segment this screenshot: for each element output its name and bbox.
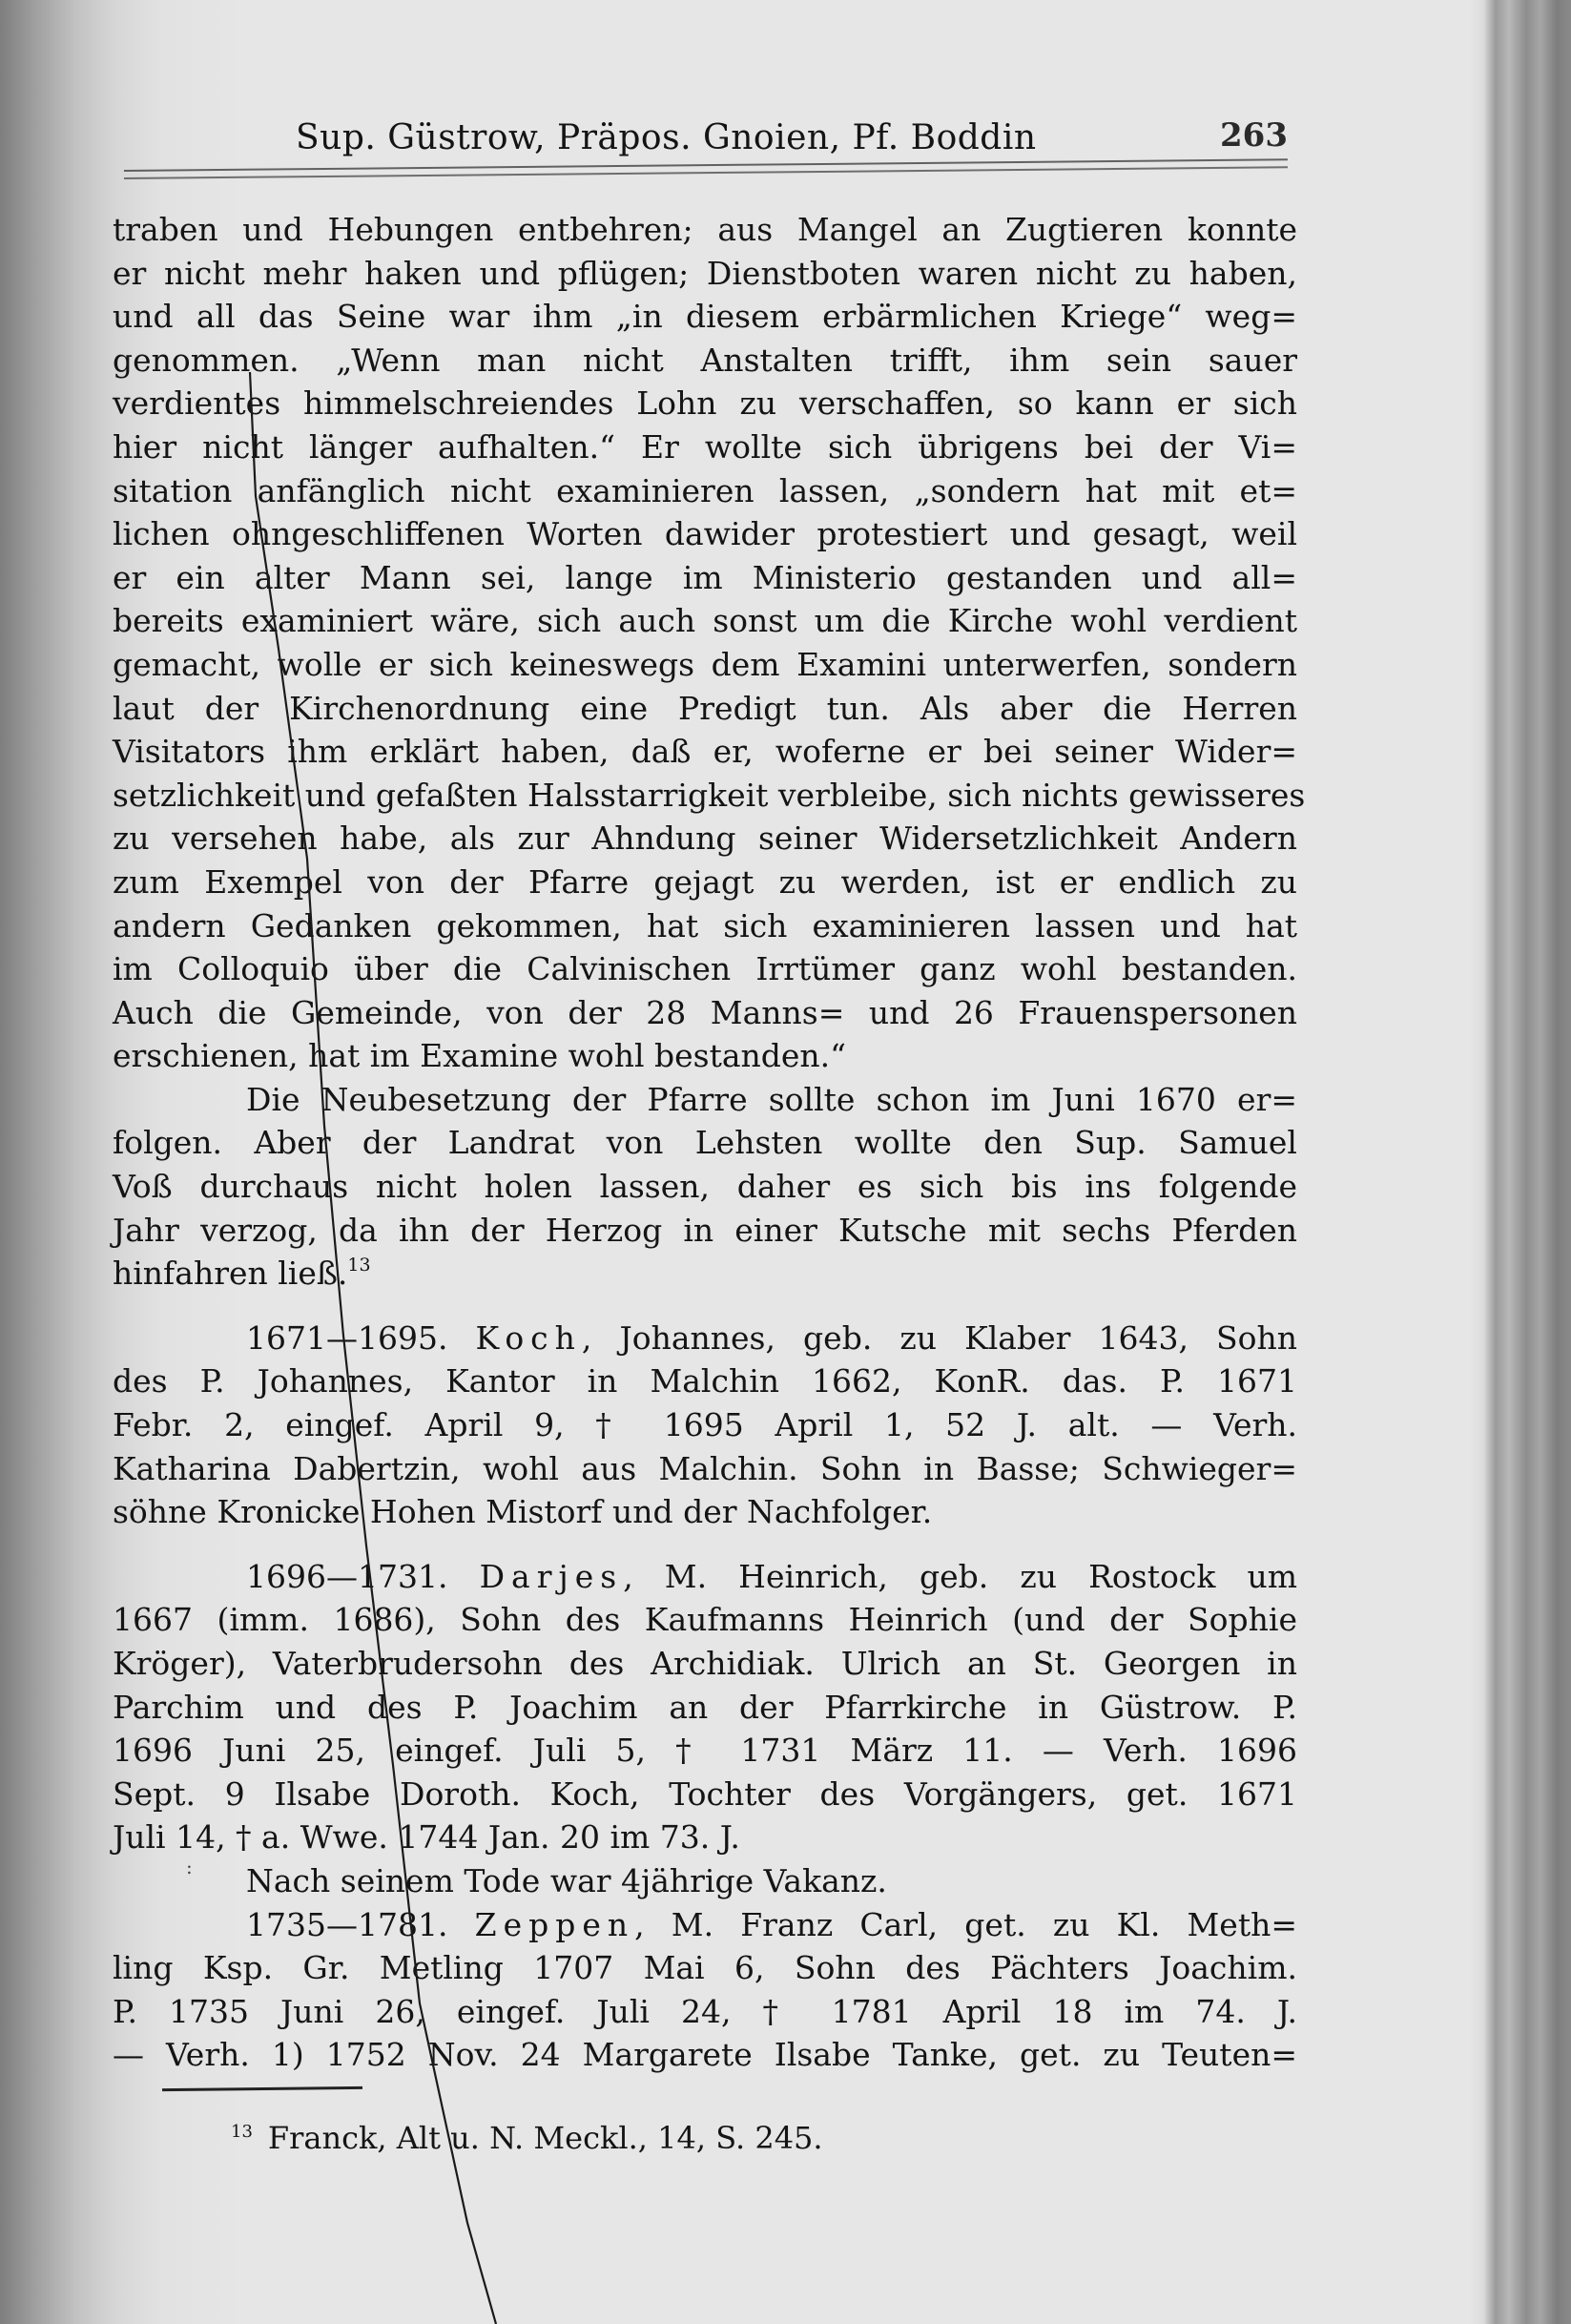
text-line: — Verh. 1) 1752 Nov. 24 Margarete Ilsabe Tanke, get. zu Teuten= — [113, 2036, 1297, 2074]
margin-mark: : — [186, 1856, 193, 1878]
text-line: lichen ohngeschliffenen Worten dawider protestiert und gesagt, weil — [113, 515, 1297, 553]
text-line: Parchim und des P. Joachim an der Pfarrkirche in Güstrow. P. — [113, 1688, 1297, 1726]
text-line: er ein alter Mann sei, lange im Ministerio gestanden und all= — [113, 558, 1297, 596]
text-line: Sept. 9 Ilsabe Doroth. Koch, Tochter des Vorgängers, get. 1671 — [113, 1774, 1297, 1813]
footnote — [231, 2120, 823, 2156]
running-header — [124, 113, 1288, 170]
text-line: 1696 Juni 25, eingef. Juli 5, † 1731 März 11. — Verh. 1696 — [113, 1732, 1297, 1770]
entry-details: , M. Heinrich, geb. zu Rostock um — [623, 1557, 1297, 1595]
spacer — [113, 1296, 1297, 1317]
text-fragment: hinfahren ließ. — [113, 1255, 348, 1293]
text-line: Kröger), Vaterbrudersohn des Archidiak. Ulrich an St. Georgen in — [113, 1645, 1297, 1682]
footnote-separator — [162, 2086, 362, 2091]
text-line: Jahr verzog, da ihn der Herzog in einer Kutsche mit sechs Pferden — [113, 1211, 1297, 1249]
text-line: gemacht, wolle er sich keineswegs dem Examini unterwerfen, sondern — [113, 645, 1297, 683]
running-head-title: Sup. Güstrow, Präpos. Gnoien, Pf. Boddin — [296, 118, 1037, 157]
text-line — [113, 1252, 1297, 1296]
text-line: P. 1735 Juni 26, eingef. Juli 24, † 1781 April 18 im 74. J. — [113, 1992, 1297, 2030]
text-line: Voß durchaus nicht holen lassen, daher es sich bis ins folgende — [113, 1168, 1297, 1206]
footnote-number: 13 — [231, 2122, 253, 2142]
text-line: Febr. 2, eingef. April 9, † 1695 April 1, 52 J. alt. — Verh. — [113, 1406, 1297, 1444]
text-line: zum Exempel von der Pfarre gejagt zu werden, ist er endlich zu — [113, 862, 1297, 901]
text-line: hier nicht länger aufhalten.“ Er wollte sich übrigens bei der Vi= — [113, 427, 1297, 466]
entry-first-line — [113, 1555, 1297, 1599]
text-line: er nicht mehr haken und pflügen; Dienstboten waren nicht zu haben, — [113, 254, 1297, 292]
vacancy-note: Nach seinem Tode war 4jährige Vakanz. — [246, 1861, 887, 1899]
page-number: 263 — [1220, 116, 1288, 155]
text-line: sitation anfänglich nicht examinieren lassen, „sondern hat mit et= — [113, 471, 1297, 509]
header-double-rule — [124, 158, 1288, 179]
entry-surname: Zeppen — [474, 1905, 635, 1943]
footnote-text: Franck, Alt u. N. Meckl., 14, S. 245. — [267, 2120, 823, 2156]
body-text — [113, 208, 1306, 2077]
text-line: des P. Johannes, Kantor in Malchin 1662, KonR. das. P. 1671 — [113, 1362, 1297, 1401]
text-line: Auch die Gemeinde, von der 28 Manns= und 26 Frauenspersonen — [113, 993, 1297, 1031]
spacer — [113, 1534, 1297, 1555]
text-line: genommen. „Wenn man nicht Anstalten trifft, ihm sein sauer — [113, 341, 1297, 379]
text-line: Juli 14, † a. Wwe. 1744 Jan. 20 im 73. J. — [113, 1818, 740, 1857]
entry-details: , Johannes, geb. zu Klaber 1643, Sohn — [581, 1318, 1297, 1357]
text-line: bereits examiniert wäre, sich auch sonst um die Kirche wohl verdient — [113, 602, 1297, 640]
paragraph-neubesetzung — [113, 1078, 1297, 1296]
text-line: ling Ksp. Gr. Metling 1707 Mai 6, Sohn des Pächters Joachim. — [113, 1949, 1297, 1987]
pastor-entry-zeppen — [113, 1903, 1297, 2077]
entry-surname: Koch — [475, 1318, 582, 1357]
entry-years: 1735—1781. — [246, 1905, 448, 1943]
paragraph-continued — [113, 208, 1306, 1078]
text-line: traben und Hebungen entbehren; aus Mangel an Zugtieren konnte — [113, 211, 1297, 248]
text-line: andern Gedanken gekommen, hat sich examinieren lassen und hat — [113, 906, 1297, 944]
text-line: 1667 (imm. 1686), Sohn des Kaufmanns Heinrich (und der Sophie — [113, 1601, 1297, 1639]
footnote-reference[interactable]: 13 — [347, 1255, 371, 1276]
text-line: und all das Seine war ihm „in diesem erbärmlichen Kriege“ weg= — [113, 298, 1297, 336]
text-line: erschienen, hat im Examine wohl bestanden.“ — [113, 1037, 847, 1075]
text-line: setzlichkeit und gefaßten Halsstarrigkeit verbleibe, sich nichts gewisseres — [113, 776, 1306, 814]
entry-years: 1671—1695. — [246, 1318, 448, 1357]
text-line: Visitators ihm erklärt haben, daß er, woferne er bei seiner Wider= — [113, 733, 1297, 771]
text-line: folgen. Aber der Landrat von Lehsten wollte den Sup. Samuel — [113, 1124, 1297, 1162]
text-line: Die Neubesetzung der Pfarre sollte schon im Juni 1670 er= — [246, 1080, 1297, 1118]
pastor-entry-darjes — [113, 1555, 1297, 1859]
text-line: söhne Kronicke Hohen Mistorf und der Nachfolger. — [113, 1493, 933, 1531]
text-line: im Colloquio über die Calvinischen Irrtümer ganz wohl bestanden. — [113, 950, 1297, 988]
entry-first-line — [113, 1903, 1297, 1947]
pastor-entry-koch — [113, 1317, 1297, 1534]
entry-first-line — [113, 1317, 1297, 1360]
entry-surname: Darjes — [479, 1557, 624, 1595]
entry-years: 1696—1731. — [246, 1557, 448, 1595]
text-line: verdientes himmelschreiendes Lohn zu verschaffen, so kann er sich — [113, 384, 1297, 423]
text-line: zu versehen habe, als zur Ahndung seiner Widersetzlichkeit Andern — [113, 820, 1297, 858]
text-line: Katharina Dabertzin, wohl aus Malchin. Sohn in Basse; Schwieger= — [113, 1449, 1297, 1487]
text-line: laut der Kirchenordnung eine Predigt tun. Als aber die Herren — [113, 689, 1297, 727]
entry-details: , M. Franz Carl, get. zu Kl. Meth= — [634, 1905, 1297, 1943]
